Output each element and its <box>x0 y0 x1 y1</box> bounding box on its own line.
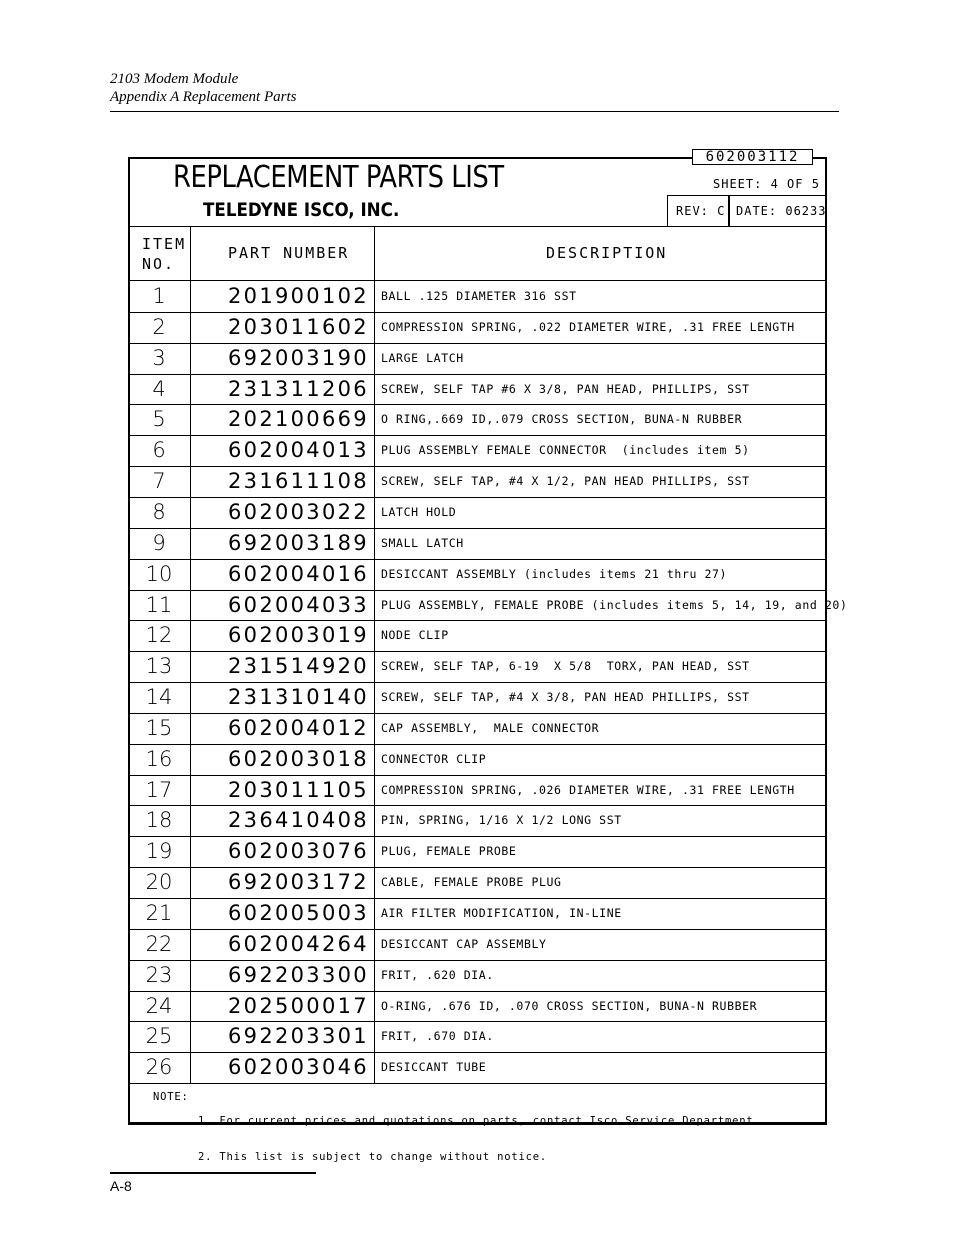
part-number: 202500017 <box>228 993 369 1018</box>
table-top-rule <box>128 226 827 227</box>
item-number: 19 <box>145 839 173 864</box>
table-row <box>128 991 827 1022</box>
part-number: 602005003 <box>228 901 369 925</box>
table-row <box>128 682 827 713</box>
item-number: 9 <box>152 530 166 555</box>
revision-label: REV: C <box>676 204 726 218</box>
part-description: NODE CLIP <box>381 628 449 643</box>
part-number: 602004033 <box>228 592 369 617</box>
table-row <box>128 1021 827 1052</box>
part-description: CABLE, FEMALE PROBE PLUG <box>381 875 562 890</box>
table-row <box>128 867 827 898</box>
part-number: 602003022 <box>228 499 369 524</box>
item-number: 15 <box>145 715 173 740</box>
part-description: COMPRESSION SPRING, .026 DIAMETER WIRE, .31 FREE LENGTH <box>381 782 795 797</box>
column-header-description: DESCRIPTION <box>546 244 668 262</box>
item-number: 10 <box>145 561 173 586</box>
part-number: 231611108 <box>228 469 369 494</box>
table-row <box>128 836 827 867</box>
drawing-title: REPLACEMENT PARTS LIST <box>173 160 504 195</box>
item-number: 6 <box>152 438 166 463</box>
item-number: 17 <box>145 777 173 802</box>
table-row <box>128 898 827 929</box>
item-number: 12 <box>145 623 173 648</box>
part-description: LATCH HOLD <box>381 504 457 519</box>
part-number: 602004013 <box>228 438 369 463</box>
part-number: 231514920 <box>228 654 369 679</box>
revision-divider <box>728 195 730 226</box>
item-number: 20 <box>145 870 173 895</box>
table-row <box>128 466 827 497</box>
company-name: TELEDYNE ISCO, INC. <box>203 199 400 221</box>
part-number: 202100669 <box>228 407 369 432</box>
item-number: 13 <box>145 654 173 679</box>
column-header-part-number: PART NUMBER <box>228 244 350 262</box>
table-row <box>128 497 827 528</box>
part-description: DESICCANT ASSEMBLY (includes items 21 thru 27) <box>381 566 728 581</box>
part-number: 692203301 <box>228 1024 369 1049</box>
header-document-title: 2103 Modem Module <box>110 71 239 87</box>
part-description: SCREW, SELF TAP, #4 X 1/2, PAN HEAD PHILLIPS, SST <box>381 474 750 489</box>
part-number: 602004016 <box>228 561 369 586</box>
footer-rule <box>110 1172 316 1174</box>
part-number: 602003018 <box>228 746 369 771</box>
table-row <box>128 528 827 559</box>
part-description: O RING,.669 ID,.079 CROSS SECTION, BUNA-N RUBBER <box>381 412 743 427</box>
part-number: 692003190 <box>228 345 369 370</box>
drawing-number-tab: 602003112 <box>692 149 813 165</box>
part-number: 602003019 <box>228 623 369 648</box>
page-number: A-8 <box>110 1178 132 1194</box>
item-number: 24 <box>145 993 173 1018</box>
sheet-number: SHEET: 4 OF 5 <box>713 177 820 191</box>
table-row <box>128 312 827 343</box>
item-number: 5 <box>152 407 166 432</box>
item-number: 22 <box>145 931 173 956</box>
part-number: 692003189 <box>228 530 369 555</box>
running-header <box>110 70 296 106</box>
part-number: 602004012 <box>228 715 369 740</box>
part-number: 602004264 <box>228 931 369 956</box>
item-number: 3 <box>152 345 166 370</box>
header-section-title: Appendix A Replacement Parts <box>110 89 297 105</box>
header-rule <box>110 111 839 112</box>
part-description: DESICCANT CAP ASSEMBLY <box>381 936 547 951</box>
part-number: 203011602 <box>228 314 369 339</box>
item-number: 8 <box>152 499 166 524</box>
column-header-item-line1: ITEM <box>142 235 187 253</box>
part-description: FRIT, .670 DIA. <box>381 1029 494 1044</box>
notes-rule <box>128 1083 827 1084</box>
table-row <box>128 435 827 466</box>
part-description: FRIT, .620 DIA. <box>381 967 494 982</box>
part-number: 231311206 <box>228 376 369 401</box>
part-description: SCREW, SELF TAP, 6-19 X 5/8 TORX, PAN HEAD, SST <box>381 659 750 674</box>
table-row <box>128 559 827 590</box>
note-line-1: 1. For current prices and quotations on parts, contact Isco Service Department. <box>198 1115 761 1127</box>
table-row <box>128 374 827 405</box>
table-row <box>128 281 827 312</box>
part-description: AIR FILTER MODIFICATION, IN-LINE <box>381 906 622 920</box>
part-number: 602003046 <box>228 1055 369 1080</box>
part-number: 201900102 <box>228 284 369 308</box>
item-number: 18 <box>145 808 173 833</box>
table-row <box>128 775 827 806</box>
item-number: 21 <box>145 901 173 925</box>
part-description: PLUG ASSEMBLY, FEMALE PROBE (includes items 5, 14, 19, and 20) <box>381 597 848 612</box>
part-description: COMPRESSION SPRING, .022 DIAMETER WIRE, .31 FREE LENGTH <box>381 319 795 334</box>
part-description: SMALL LATCH <box>381 535 464 550</box>
part-number: 231310140 <box>228 685 369 710</box>
part-description: O-RING, .676 ID, .070 CROSS SECTION, BUNA-N RUBBER <box>381 998 758 1013</box>
part-description: CAP ASSEMBLY, MALE CONNECTOR <box>381 720 600 735</box>
column-header-item-line2: NO. <box>142 255 176 273</box>
part-number: 602003076 <box>228 839 369 864</box>
table-row <box>128 805 827 836</box>
table-row <box>128 590 848 621</box>
table-row <box>128 744 827 775</box>
table-row <box>128 929 827 960</box>
table-row <box>128 1052 827 1083</box>
part-number: 692003172 <box>228 870 369 895</box>
notes-label: NOTE: <box>153 1091 189 1103</box>
table-row <box>128 404 827 435</box>
part-description: PLUG ASSEMBLY FEMALE CONNECTOR (includes item 5) <box>381 443 750 458</box>
part-description: PIN, SPRING, 1/16 X 1/2 LONG SST <box>381 813 622 828</box>
table-row <box>128 620 827 651</box>
part-number: 236410408 <box>228 808 369 833</box>
part-description: PLUG, FEMALE PROBE <box>381 844 517 859</box>
part-description: DESICCANT TUBE <box>381 1060 487 1075</box>
table-row <box>128 343 827 374</box>
item-number: 7 <box>152 469 166 494</box>
item-number: 14 <box>145 685 173 710</box>
part-description: LARGE LATCH <box>381 350 464 365</box>
part-number: 692203300 <box>228 962 369 987</box>
part-number: 203011105 <box>228 777 369 802</box>
date-label: DATE: 06233 <box>736 204 827 218</box>
table-row <box>128 713 827 744</box>
table-row <box>128 960 827 991</box>
item-number: 23 <box>145 962 173 987</box>
table-row <box>128 651 827 682</box>
part-description: BALL .125 DIAMETER 316 SST <box>381 289 577 303</box>
item-number: 25 <box>145 1024 173 1049</box>
item-number: 16 <box>145 746 173 771</box>
item-number: 11 <box>145 592 173 617</box>
item-number: 2 <box>152 314 166 339</box>
part-description: SCREW, SELF TAP #6 X 3/8, PAN HEAD, PHILLIPS, SST <box>381 381 750 396</box>
part-description: SCREW, SELF TAP, #4 X 3/8, PAN HEAD PHILLIPS, SST <box>381 690 750 705</box>
note-line-2: 2. This list is subject to change without notice. <box>198 1151 547 1163</box>
part-description: CONNECTOR CLIP <box>381 751 487 766</box>
item-number: 1 <box>152 284 166 308</box>
item-number: 4 <box>152 376 166 401</box>
item-number: 26 <box>145 1055 173 1080</box>
column-header-item <box>142 234 186 274</box>
